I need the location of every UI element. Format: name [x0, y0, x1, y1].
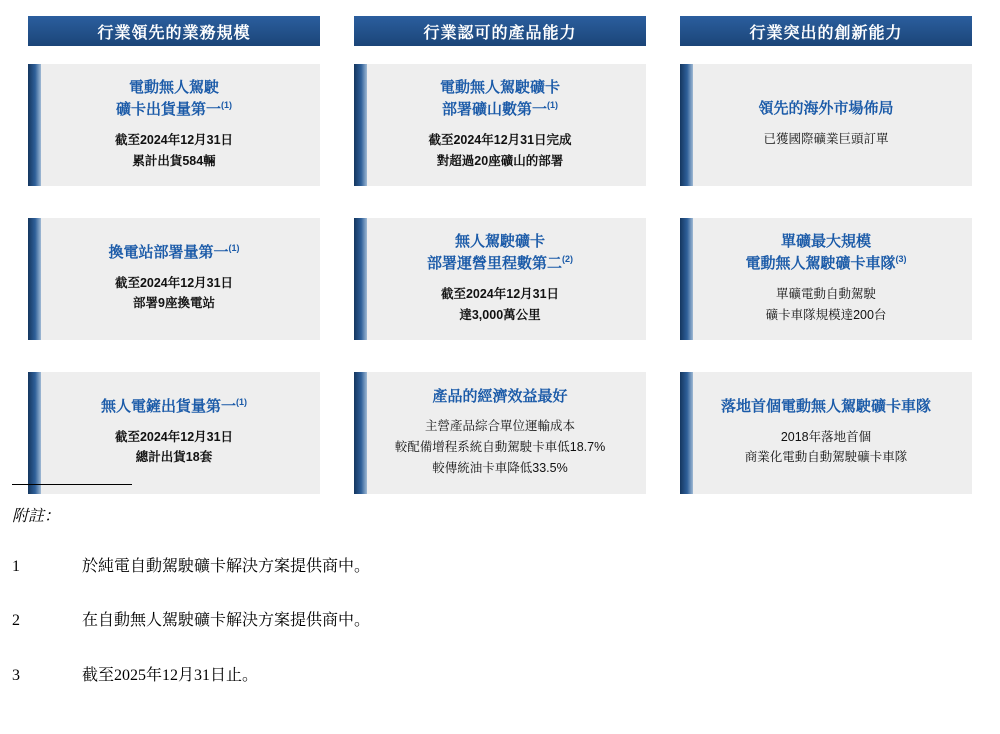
- card-title-superscript: (2): [562, 254, 573, 265]
- highlight-card-2-2: [354, 218, 646, 340]
- card-body-line: 較配備增程系統自動駕駛卡車低18.7%: [394, 439, 606, 454]
- card-title-line: 落地首個電動無人駕駛礦卡車隊: [720, 398, 931, 416]
- card-body-line: 截至2024年12月31日: [114, 132, 234, 147]
- card-body: [395, 416, 605, 478]
- card-title-line: 部署礦山數第一: [441, 101, 547, 119]
- card-body-line: 截至2024年12月31日完成: [428, 132, 572, 147]
- card-body-line: 主營產品綜合單位運輸成本: [424, 419, 575, 434]
- card-body-line: 商業化電動自動駕駛礦卡車隊: [744, 450, 908, 465]
- card-title: [432, 386, 567, 409]
- footnotes-section: [12, 484, 972, 719]
- footnotes-label: 附註：: [12, 508, 61, 525]
- card-body-line: 截至2024年12月31日: [114, 429, 234, 444]
- footnote-item: [12, 665, 972, 687]
- card-title-superscript: (1): [547, 100, 558, 111]
- card-title-line: 無人駕駛礦卡: [454, 232, 545, 250]
- highlight-card-1-3: [28, 372, 320, 494]
- card-title-superscript: (1): [221, 100, 232, 111]
- card-title-superscript: (3): [895, 254, 907, 265]
- highlight-card-2-1: [354, 64, 646, 186]
- card-body-line: 對超過20座礦山的部署: [436, 153, 564, 168]
- card-title: [116, 77, 232, 122]
- highlight-card-1-2: [28, 218, 320, 340]
- highlight-card-3-1: [680, 64, 972, 186]
- card-title: [440, 77, 560, 122]
- card-body-line: 較傳統油卡車降低33.5%: [432, 460, 568, 475]
- card-title: [758, 98, 893, 121]
- card-body: [115, 130, 233, 171]
- card-body-line: 截至2024年12月31日: [440, 286, 560, 301]
- highlight-card-2-3: [354, 372, 646, 494]
- card-body-line: 已獲國際礦業巨頭訂單: [763, 131, 889, 146]
- highlight-card-1-1: [28, 64, 320, 186]
- card-title: [745, 231, 906, 276]
- card-body: [115, 427, 233, 468]
- highlight-card-3-3: [680, 372, 972, 494]
- card-body-line: 部署9座換電站: [133, 296, 215, 311]
- footnote-divider: [12, 484, 132, 485]
- card-title-line: 電動無人駕駛礦卡: [439, 78, 560, 96]
- highlight-column-1: [28, 16, 320, 494]
- card-body: [745, 427, 908, 468]
- footnote-number: 3: [12, 666, 20, 684]
- card-title-line: 單礦最大規模: [780, 232, 871, 250]
- card-body-line: 單礦電動自動駕駛: [775, 286, 876, 301]
- card-title: [108, 242, 239, 265]
- card-title-line: 換電站部署量第一: [108, 244, 229, 262]
- card-title-superscript: (1): [228, 243, 240, 254]
- card-title-line: 部署運營里程數第二: [426, 255, 562, 273]
- card-body: [763, 129, 888, 150]
- card-body: [428, 130, 571, 171]
- card-body-line: 累計出貨584輛: [132, 153, 216, 168]
- footnote-item: [12, 610, 972, 632]
- highlight-card-3-2: [680, 218, 972, 340]
- footnote-text: 在自動無人駕駛礦卡解決方案提供商中。: [82, 612, 371, 630]
- card-title-line: 領先的海外市場佈局: [758, 100, 894, 118]
- card-body-line: 總計出貨18套: [135, 450, 213, 465]
- footnote-text: 截至2025年12月31日止。: [82, 666, 259, 684]
- highlights-grid: [28, 16, 972, 494]
- card-title-line: 電動無人駕駛礦卡車隊: [745, 255, 896, 273]
- card-body: [115, 273, 233, 314]
- footnote-number: 1: [12, 558, 20, 575]
- card-body: [441, 284, 559, 325]
- card-body-line: 礦卡車隊規模達200台: [765, 307, 887, 322]
- card-title-line: 電動無人駕駛: [128, 78, 219, 96]
- column-header-1: 行業領先的業務規模: [28, 16, 320, 46]
- card-body-line: 2018年落地首個: [780, 429, 872, 444]
- card-title-line: 礦卡出貨量第一: [115, 101, 221, 119]
- card-title-line: 產品的經濟效益最好: [432, 387, 568, 405]
- card-title-superscript: (1): [236, 397, 247, 408]
- footnote-number: 2: [12, 612, 20, 630]
- column-header-3: 行業突出的創新能力: [680, 16, 972, 46]
- column-header-2: 行業認可的產品能力: [354, 16, 646, 46]
- card-title: [427, 231, 573, 276]
- card-title: [721, 396, 931, 419]
- footnote-item: [12, 556, 972, 578]
- highlight-column-3: [680, 16, 972, 494]
- card-title-line: 無人電鏟出貨量第一: [100, 398, 236, 416]
- footnote-text: 於純電自動駕駛礦卡解決方案提供商中。: [82, 558, 371, 575]
- highlight-column-2: [354, 16, 646, 494]
- card-title: [101, 396, 247, 419]
- card-body-line: 達3,000萬公里: [459, 307, 541, 322]
- card-body-line: 截至2024年12月31日: [114, 275, 234, 290]
- card-body: [766, 284, 887, 325]
